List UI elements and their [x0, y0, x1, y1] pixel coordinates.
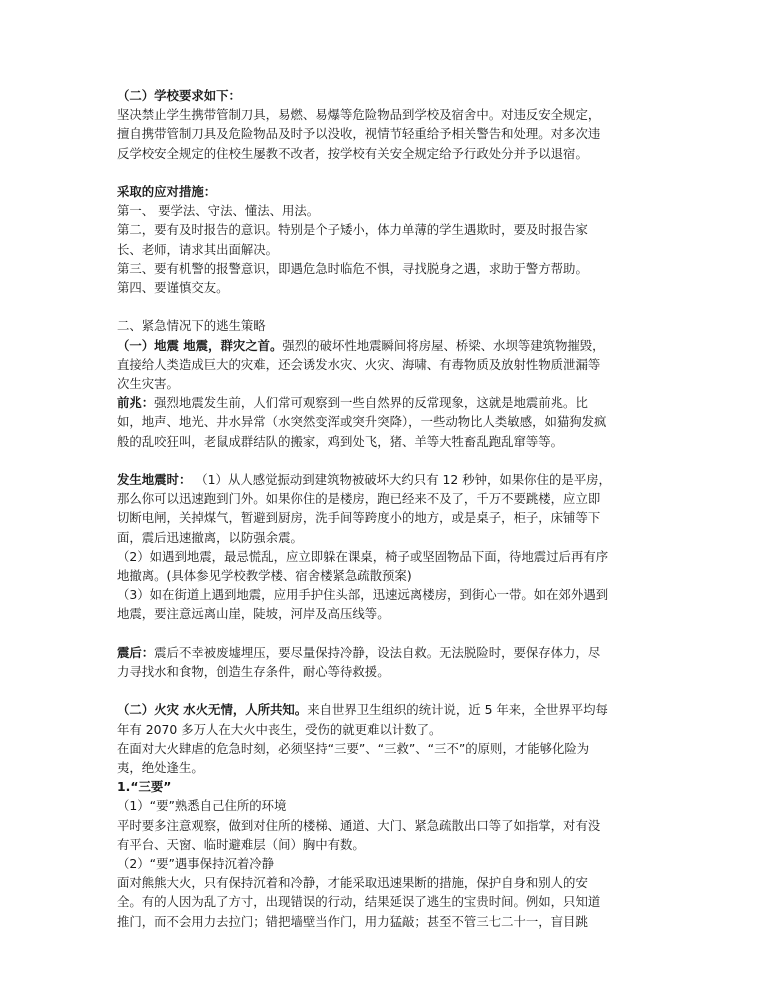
- text-line: [117, 604, 663, 623]
- body-text: 夷，绝处逢生。: [117, 760, 204, 776]
- bold-text: 发生地震时：: [117, 472, 192, 488]
- body-text: 强烈地震发生前，人们常可观察到一些自然界的反常现象，这就是地震前兆。比: [154, 395, 588, 411]
- text-line: [117, 585, 663, 604]
- text-line: [117, 182, 663, 201]
- paragraph-gap: [117, 624, 663, 643]
- text-line: [117, 816, 663, 835]
- body-text: 如，地声、地光、井水异常（水突然变浑或突升突降），一些动物比人类敏感，如猫狗发疯: [117, 414, 607, 430]
- text-line: [117, 220, 663, 239]
- text-line: [117, 432, 663, 451]
- text-line: [117, 393, 663, 412]
- body-text: （3）如在街道上遇到地震，应用手护住头部，迅速远离楼房，到街心一带。如在郊外遇到: [117, 587, 609, 603]
- body-text: 反学校安全规定的住校生屡教不改者，按学校有关安全规定给予行政处分并予以退宿。: [117, 145, 588, 161]
- bold-text: （一）地震 地震，群灾之首。: [117, 337, 283, 353]
- paragraph-gap: [117, 451, 663, 470]
- body-text: （1）从人感觉振动到建筑物被破坏大约只有 12 秒钟，如果你住的是平房，: [191, 472, 611, 488]
- body-text: 第二，要有及时报告的意识。特别是个子矮小，体力单薄的学生遇欺时，要及时报告家: [117, 222, 588, 238]
- paragraph-gap: [117, 163, 663, 182]
- text-line: [117, 892, 663, 911]
- bold-text: （二）学校要求如下：: [117, 88, 241, 103]
- body-text: 强烈的破坏性地震瞬间将房屋、桥梁、水坝等建筑物摧毁，: [282, 337, 605, 353]
- text-line: [117, 796, 663, 815]
- body-text: 般的乱咬狂叫，老鼠成群结队的搬家，鸡到处飞，猪、羊等大牲畜乱跑乱窜等等。: [117, 433, 564, 449]
- text-line: [117, 124, 663, 143]
- bold-text: 1.“三要”: [117, 779, 172, 795]
- text-line: [117, 470, 663, 489]
- text-line: [117, 412, 663, 431]
- body-text: 第四、要谨慎交友。: [117, 280, 229, 296]
- body-text: 全。有的人因为乱了方寸，出现错误的行动，结果延误了逃生的宝贵时间。例如，只知道: [117, 894, 601, 910]
- body-text: 切断电闸，关掉煤气，暂避到厨房，洗手间等跨度小的地方，或是桌子，柜子，床铺等下: [117, 510, 601, 526]
- body-text: 来自世界卫生组织的统计说，近 5 年来，全世界平均每: [307, 702, 608, 718]
- body-text: 次生灾害。: [117, 376, 179, 392]
- text-line: [117, 873, 663, 892]
- body-text: 第三、要有机警的报警意识，即遇危急时临危不惧，寻找脱身之遇，求助于警方帮助。: [117, 260, 588, 276]
- text-line: [117, 105, 663, 124]
- text-line: [117, 720, 663, 739]
- body-text: 地震，要注意远离山崖，陡坡，河岸及高压线等。: [117, 606, 390, 622]
- body-text: 力寻找水和食物，创造生存条件，耐心等待救援。: [117, 664, 390, 680]
- text-line: [117, 86, 663, 105]
- body-text: 面，震后迅速撤离，以防强余震。: [117, 529, 303, 545]
- body-text: 二、紧急情况下的逃生策略: [117, 318, 266, 334]
- body-text: 有平台、天窗、临时避难层（间）胸中有数。: [117, 836, 365, 852]
- text-line: [117, 278, 663, 297]
- text-line: [117, 374, 663, 393]
- body-text: （2）如遇到地震，最忌慌乱，应立即躲在课桌，椅子或坚固物品下面，待地震过后再有序: [117, 548, 609, 564]
- text-line: [117, 508, 663, 527]
- text-line: [117, 240, 663, 259]
- text-line: [117, 739, 663, 758]
- text-line: [117, 912, 663, 931]
- text-line: [117, 489, 663, 508]
- paragraph-gap: [117, 297, 663, 316]
- text-line: [117, 144, 663, 163]
- body-text: 擅自携带管制刀具及危险物品及时予以没收，视情节轻重给予相关警告和处理。对多次违: [117, 126, 601, 142]
- text-line: [117, 758, 663, 777]
- text-line: [117, 566, 663, 585]
- text-line: [117, 355, 663, 374]
- body-text: 坚决禁止学生携带管制刀具，易燃、易爆等危险物品到学校及宿舍中。对违反安全规定，: [117, 107, 601, 123]
- bold-text: 采取的应对措施：: [117, 184, 217, 199]
- text-line: [117, 528, 663, 547]
- text-line: [117, 316, 663, 335]
- text-line: [117, 700, 663, 719]
- body-text: 第一、 要学法、守法、懂法、用法。: [117, 203, 320, 219]
- body-text: 推门，而不会用力去拉门；错把墙壁当作门，用力猛敲；甚至不管三七二十一，盲目跳: [117, 913, 588, 929]
- text-line: [117, 777, 663, 796]
- body-text: 直接给人类造成巨大的灾难，还会诱发水灾、火灾、海啸、有毒物质及放射性物质泄漏等: [117, 356, 601, 372]
- text-line: [117, 547, 663, 566]
- body-text: 长、老师，请求其出面解决。: [117, 241, 279, 257]
- body-text: 那么你可以迅速跑到门外。如果你住的是楼房，跑已经来不及了，千万不要跳楼，应立即: [117, 491, 601, 507]
- document-body: [117, 86, 663, 931]
- body-text: （2）“要”遇事保持沉着冷静: [117, 856, 275, 872]
- bold-text: 前兆：: [117, 395, 155, 411]
- body-text: 在面对大火肆虐的危急时刻，必须坚持“三要”、“三救”、“三不”的原则，才能够化险为: [117, 740, 590, 756]
- text-line: [117, 662, 663, 681]
- text-line: [117, 835, 663, 854]
- text-line: [117, 643, 663, 662]
- body-text: 平时要多注意观察，做到对住所的楼梯、通道、大门、紧急疏散出口等了如指掌，对有没: [117, 817, 601, 833]
- body-text: 年有 2070 多万人在大火中丧生，受伤的就更难以计数了。: [117, 721, 442, 737]
- body-text: 面对熊熊大火，只有保持沉着和冷静，才能采取迅速果断的措施，保护自身和别人的安: [117, 875, 588, 891]
- body-text: 地撤离。(具体参见学校教学楼、宿舍楼紧急疏散预案): [117, 568, 412, 584]
- text-line: [117, 854, 663, 873]
- body-text: 震后不幸被废墟埋压，要尽量保持冷静，设法自救。无法脱险时，要保存体力，尽: [154, 644, 601, 660]
- text-line: [117, 201, 663, 220]
- paragraph-gap: [117, 681, 663, 700]
- bold-text: （二）火灾 水火无情，人所共知。: [117, 702, 308, 718]
- text-line: [117, 336, 663, 355]
- text-line: [117, 259, 663, 278]
- bold-text: 震后：: [117, 644, 155, 660]
- body-text: （1）“要”熟悉自己住所的环境: [117, 798, 287, 814]
